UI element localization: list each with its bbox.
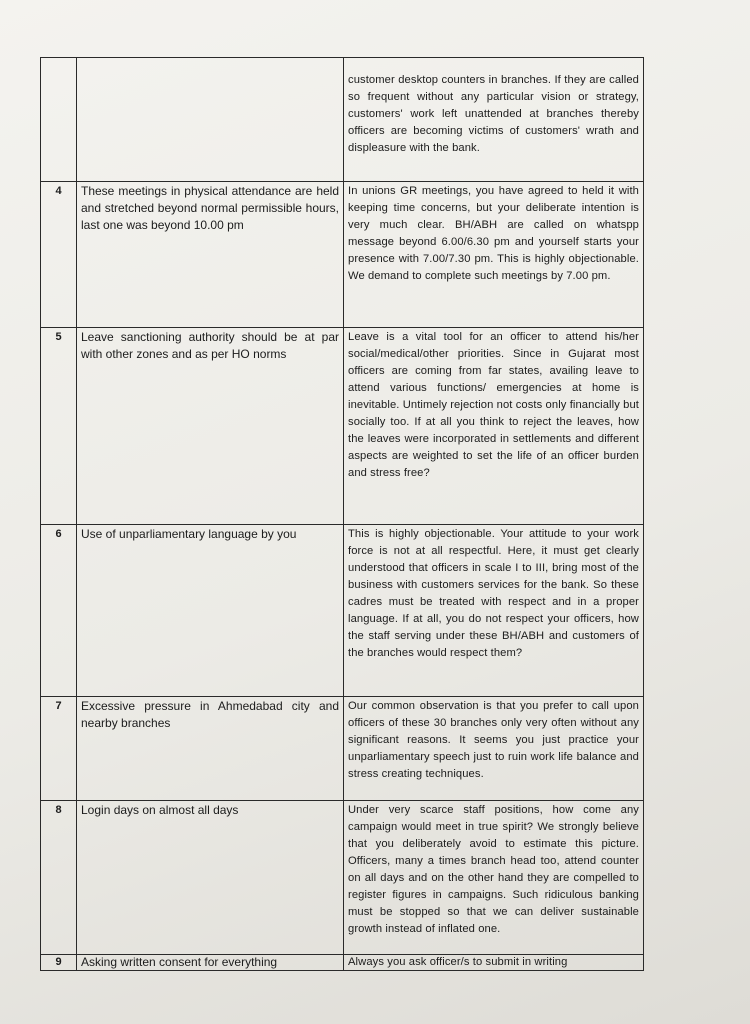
table-row: [41, 182, 644, 328]
issue-cell: Leave sanctioning authority should be at par with other zones and as per HO norms: [77, 328, 344, 525]
row-number: 4: [41, 182, 77, 328]
table-row: [41, 955, 644, 971]
table-row: [41, 697, 644, 801]
row-number: 9: [41, 955, 77, 971]
response-cell: Leave is a vital tool for an officer to attend his/her social/medical/other priorities. Since in Gujarat most officers are coming from far states, availing leave to attend various functions/ emergencies at home is inevitable. Untimely rejection not costs only financially but socially too. If at all you think to reject the leaves, how the leaves were incorporated in settlements and different aspects are weighted to set the life of an officer burden and stress free?: [344, 328, 644, 525]
issue-cell: These meetings in physical attendance are held and stretched beyond normal permissible hours, last one was beyond 10.00 pm: [77, 182, 344, 328]
row-number: 6: [41, 525, 77, 697]
response-cell: Under very scarce staff positions, how come any campaign would meet in true spirit? We strongly believe that you deliberately avoid to estimate this picture. Officers, many a times branch head too, attend counter on all days and on the other hand they are compelled to register figures in campaigns. Such ridiculous banking must be stopped so that we can deliver sustainable growth instead of inflated one.: [344, 801, 644, 955]
issue-cell: Asking written consent for everything: [77, 955, 344, 971]
response-cell: customer desktop counters in branches. If they are called so frequent without any particular vision or strategy, customers' work left unattended at branches thereby officers are becoming victims of customers' wrath and displeasure with the bank.: [344, 58, 644, 182]
response-cell: Our common observation is that you prefer to call upon officers of these 30 branches only very often without any significant reasons. It seems you just practice your unparliamentary speech just to ruin work life balance and stress creating techniques.: [344, 697, 644, 801]
issue-cell: Excessive pressure in Ahmedabad city and nearby branches: [77, 697, 344, 801]
table-row: [41, 328, 644, 525]
table-row: [41, 525, 644, 697]
row-number: 5: [41, 328, 77, 525]
grievance-table: [40, 57, 644, 971]
issue-cell: Login days on almost all days: [77, 801, 344, 955]
issue-cell: [77, 58, 344, 182]
response-cell: Always you ask officer/s to submit in writing: [344, 955, 644, 971]
row-number: [41, 58, 77, 182]
issue-cell: Use of unparliamentary language by you: [77, 525, 344, 697]
table-row: [41, 58, 644, 182]
row-number: 7: [41, 697, 77, 801]
table-row: [41, 801, 644, 955]
response-cell: This is highly objectionable. Your attitude to your work force is not at all respectful. Here, it must get clearly understood that officers in scale I to III, bring most of the business with customers services for the bank. So these cadres must be treated with respect and in a proper language. If at all, you do not respect your officers, how the staff serving under these BH/ABH and customers of the branches would respect them?: [344, 525, 644, 697]
response-cell: In unions GR meetings, you have agreed to held it with keeping time concerns, but your deliberate intention is very much clear. BH/ABH are called on whatspp message beyond 6.00/6.30 pm and yourself starts your presence with 7.00/7.30 pm. This is highly objectionable. We demand to complete such meetings by 7.00 pm.: [344, 182, 644, 328]
row-number: 8: [41, 801, 77, 955]
